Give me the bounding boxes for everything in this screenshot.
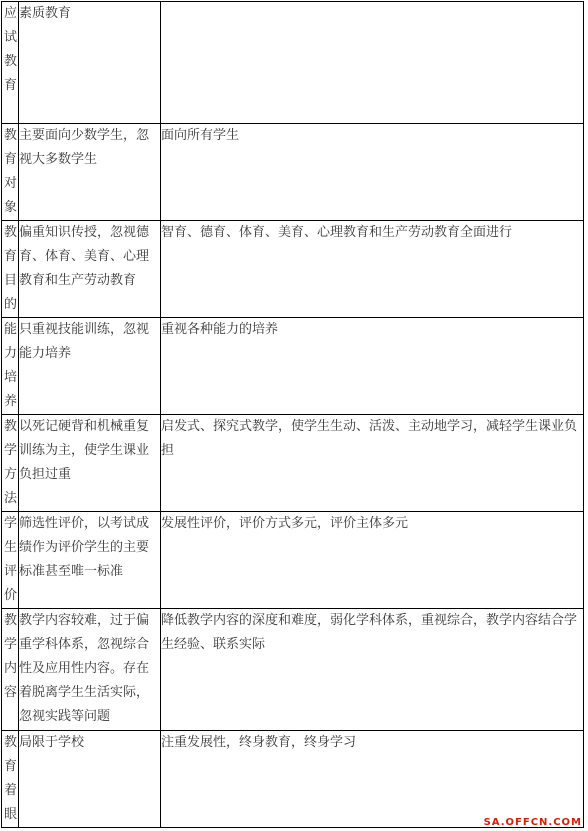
quality-oriented-cell — [161, 609, 584, 731]
exam-oriented-text: 素质教育 — [19, 6, 72, 21]
exam-oriented-cell — [19, 2, 161, 124]
row-topic-cell — [2, 731, 19, 828]
quality-oriented-text: 面向所有学生 — [161, 128, 240, 143]
quality-oriented-text: 发展性评价，评价方式多元，评价主体多元 — [161, 516, 409, 531]
row-topic-text: 教育着眼 — [3, 735, 17, 822]
table-row — [2, 609, 584, 731]
quality-oriented-cell — [161, 221, 584, 318]
comparison-table — [1, 1, 584, 828]
exam-oriented-text: 筛选性评价，以考试成绩作为评价学生的主要标准甚至唯一标准 — [19, 516, 150, 579]
row-topic-cell — [2, 609, 19, 731]
table-row — [2, 318, 584, 415]
exam-oriented-cell — [19, 731, 161, 828]
quality-oriented-text: 重视各种能力的培养 — [161, 322, 279, 337]
site-watermark: SA.OFFCN.COM — [483, 817, 582, 828]
quality-oriented-text: 启发式、探究式教学，使学生生动、活泼、主动地学习，减轻学生课业负担 — [161, 419, 578, 458]
exam-oriented-cell — [19, 609, 161, 731]
row-topic-text: 教学方法 — [3, 419, 17, 506]
table-row — [2, 124, 584, 221]
quality-oriented-text: 降低教学内容的深度和难度，弱化学科体系，重视综合，教学内容结合学生经验、联系实际 — [161, 613, 578, 652]
quality-oriented-cell — [161, 318, 584, 415]
exam-oriented-text: 教学内容较难，过于偏重学科体系，忽视综合性及应用性内容。存在着脱离学生生活实际，忽视实践等问题 — [19, 613, 150, 724]
table-row — [2, 731, 584, 828]
table-row — [2, 512, 584, 609]
exam-oriented-text: 局限于学校 — [19, 735, 85, 750]
quality-oriented-cell — [161, 415, 584, 512]
row-topic-cell — [2, 221, 19, 318]
row-topic-cell — [2, 512, 19, 609]
row-topic-text: 学生评价 — [3, 516, 17, 603]
row-topic-text: 教育目的 — [3, 225, 17, 312]
row-topic-cell — [2, 318, 19, 415]
quality-oriented-cell — [161, 2, 584, 124]
row-topic-text: 应试教育 — [3, 6, 17, 93]
row-topic-text: 教学内容 — [3, 613, 17, 700]
quality-oriented-cell — [161, 512, 584, 609]
exam-oriented-text: 偏重知识传授，忽视德育、体育、美育、心理教育和生产劳动教育 — [19, 225, 150, 288]
exam-oriented-cell — [19, 124, 161, 221]
exam-oriented-text: 主要面向少数学生，忽视大多数学生 — [19, 128, 150, 167]
row-topic-text: 教育对象 — [3, 128, 17, 215]
quality-oriented-cell — [161, 731, 584, 828]
exam-oriented-cell — [19, 221, 161, 318]
row-topic-cell — [2, 415, 19, 512]
table-row — [2, 2, 584, 124]
exam-oriented-text: 只重视技能训练，忽视能力培养 — [19, 322, 150, 361]
quality-oriented-text: 智育、德育、体育、美育、心理教育和生产劳动教育全面进行 — [161, 225, 513, 240]
exam-oriented-cell — [19, 415, 161, 512]
table-row — [2, 415, 584, 512]
exam-oriented-cell — [19, 512, 161, 609]
row-topic-cell — [2, 124, 19, 221]
row-topic-text: 能力培养 — [3, 322, 17, 409]
exam-oriented-cell — [19, 318, 161, 415]
table-row — [2, 221, 584, 318]
row-topic-cell — [2, 2, 19, 124]
quality-oriented-cell — [161, 124, 584, 221]
exam-oriented-text: 以死记硬背和机械重复训练为主，使学生课业负担过重 — [19, 419, 150, 482]
quality-oriented-text: 注重发展性，终身教育，终身学习 — [161, 735, 357, 750]
